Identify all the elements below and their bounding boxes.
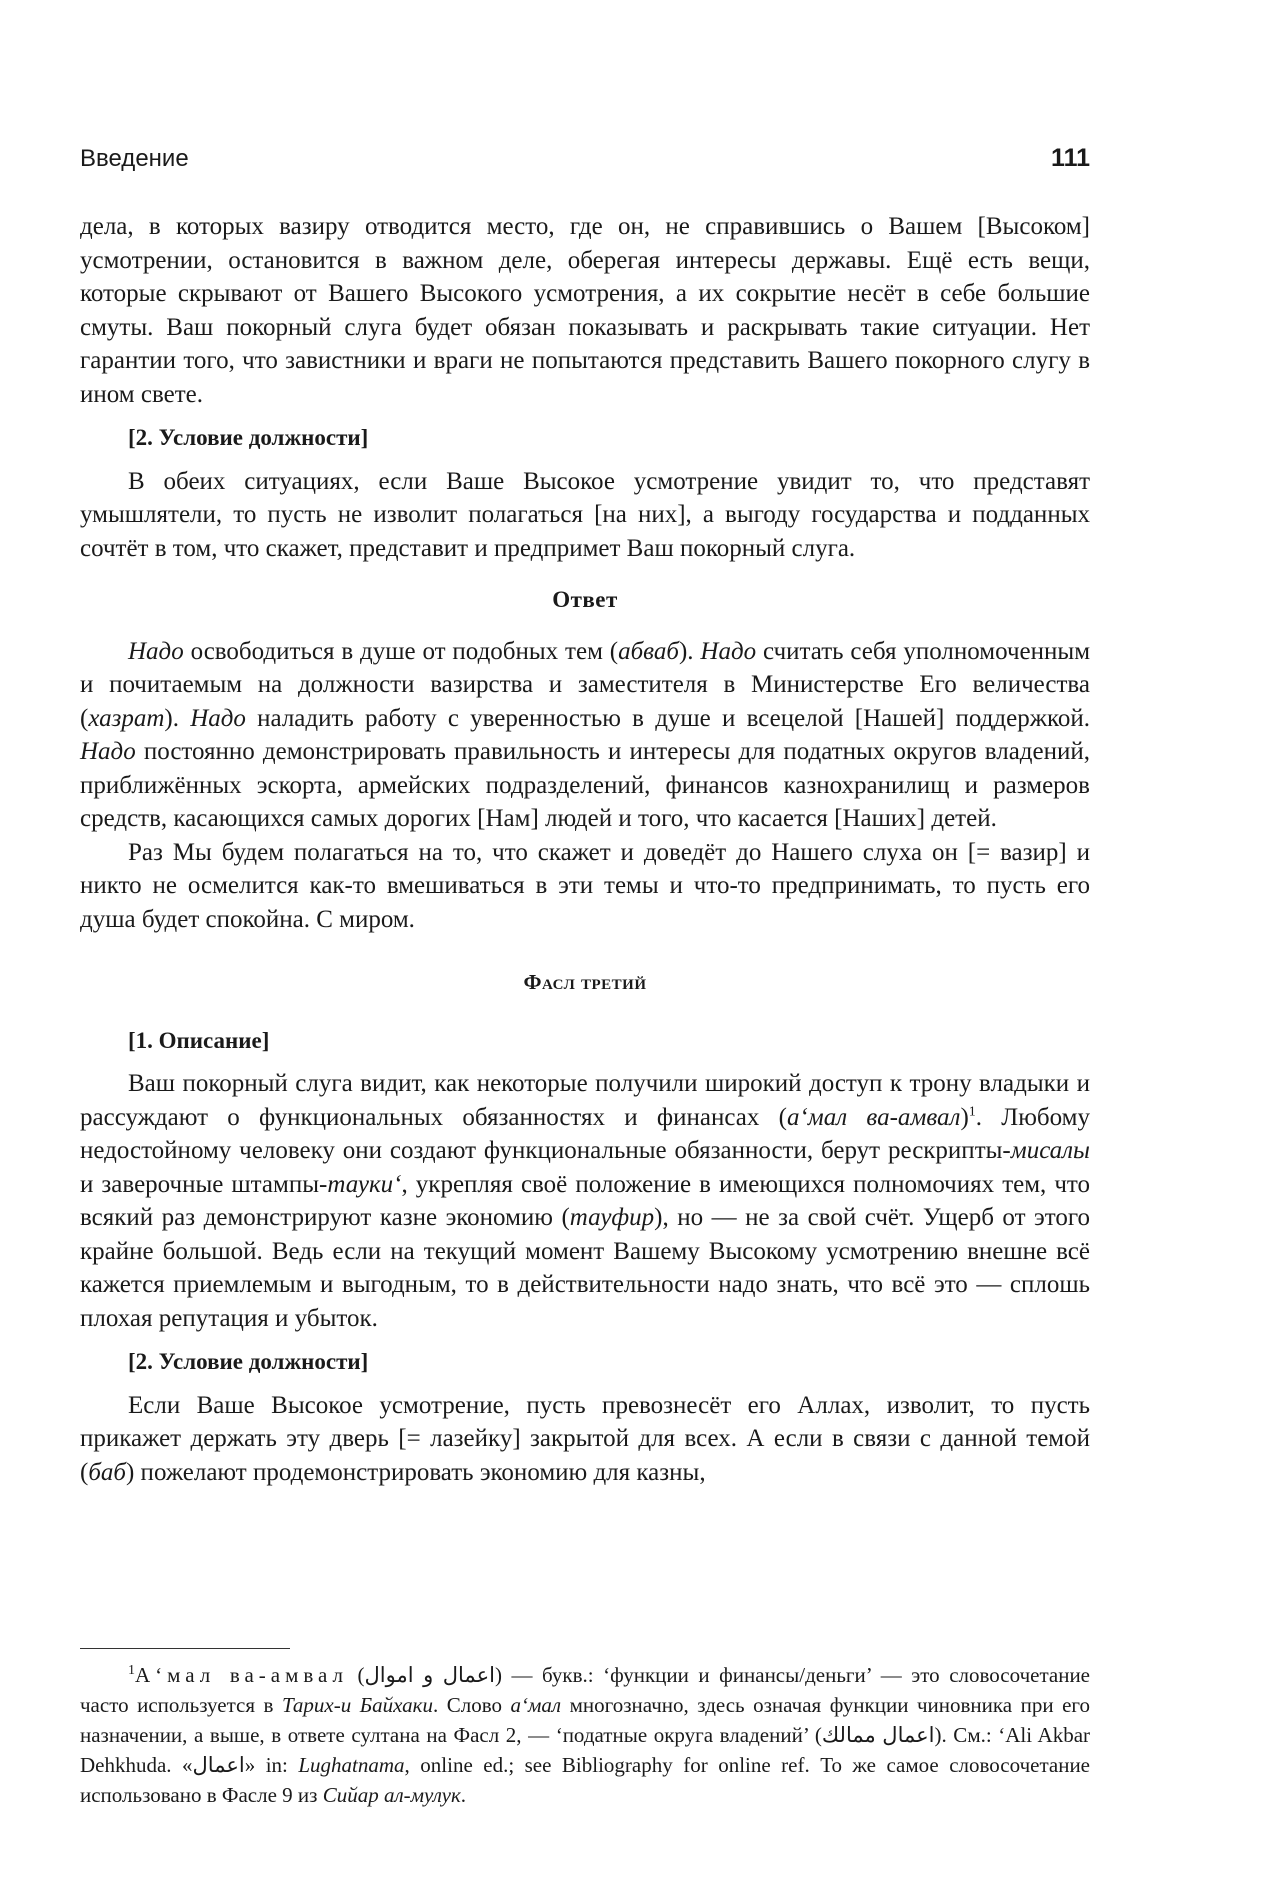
footnote-number: 1 [128, 1663, 135, 1678]
paragraph-5 [80, 1067, 1090, 1335]
footnote-ref[interactable]: 1 [968, 1104, 976, 1120]
term-amal-va-amval: а‘мал ва-амвал [786, 1103, 961, 1131]
term-hazrat: хазрат [88, 704, 165, 732]
footnote-1 [80, 1660, 1090, 1810]
header-title: Введение [80, 145, 189, 172]
fn-title-siyar: Сийар ал-мулук [322, 1783, 461, 1807]
running-header [80, 144, 1090, 173]
section-heading-condition: [2. Условие должности] [128, 425, 369, 450]
p3-text-2: ). [678, 637, 701, 665]
footnote-divider [80, 1648, 290, 1649]
p6-text-1: Если Ваше Высокое усмотрение, пусть превознесёт его Аллах, изволит, то пусть прикажет держать эту дверь [= лазейку] закрытой для всех. А если в связи с данной темой ( [80, 1391, 1090, 1486]
p5-text-2: ) [960, 1103, 969, 1131]
section-heading-condition-2: [2. Условие должности] [128, 1349, 369, 1374]
p3-text-3: считать себя уполномоченным и почитаемым на должности вазирства и заместителя в Министерстве Его величества ( [80, 637, 1091, 732]
fn-title-tarikh: Тарих-и Байхаки [281, 1693, 433, 1717]
p5-text-5: , укрепляя своё положение в имеющихся полномочиях тем, что всякий раз демонстрируют казне экономию ( [80, 1170, 1091, 1231]
fn-text-2: . Слово [432, 1693, 511, 1717]
fn-text-1: (اعمال و اموال) — букв.: ‘функции и финансы/деньги’ — это словосочетание часто используется в [80, 1663, 1090, 1717]
paragraph-6 [80, 1389, 1090, 1490]
paragraph-4: Раз Мы будем полагаться на то, что скажет и доведёт до Нашего слуха он [= вазир] и никто не осмелится как-то вмешиваться в эти темы и что-то предпринимать, то пусть его душа будет спокойна. С миром. [80, 838, 1090, 933]
fasl-heading: Фасл третий [523, 970, 647, 994]
fn-term-amal: а‘мал [510, 1693, 562, 1717]
term-taufir: тауфир [569, 1204, 655, 1231]
body-text [80, 210, 1090, 1489]
term-bab: баб [88, 1458, 126, 1486]
p3-text-4: ). [164, 704, 191, 732]
fn-text-4: , online ed.; see Bibliography for online ref. То же самое словосочетание использовано в Фасле 9 из [80, 1753, 1091, 1807]
term-misaly: мисалы [1010, 1137, 1090, 1164]
footnotes [80, 1660, 1090, 1810]
paragraph-2: В обеих ситуациях, если Ваше Высокое усмотрение увидит то, что представят умышлятели, то пусть не изволит полагаться [на них], а выгоду государства и подданных сочтёт в том, что скажет, представит и предпримет Ваш покорный слуга. [80, 467, 1090, 562]
page-number: 111 [1051, 144, 1090, 172]
p3-text-5: наладить работу с уверенностью в душе и всецелой [Нашей] поддержкой. [245, 704, 1090, 732]
term-tauki: тауки‘ [327, 1170, 402, 1198]
p5-text-3: . Любому недостойному человеку они создают функциональные обязанности, берут рескрипты- [80, 1103, 1090, 1164]
emph-nado-4: Надо [80, 738, 136, 765]
fn-title-lughatnama: Lughatnama [298, 1753, 405, 1777]
p5-text-4: и заверочные штампы- [80, 1170, 328, 1198]
p6-text-2: ) пожелают продемонстрировать экономию для казны, [125, 1458, 706, 1486]
emph-nado-1: Надо [128, 637, 184, 665]
answer-heading: Ответ [552, 587, 618, 612]
p5-text-6: ), но — не за свой счёт. Ущерб от этого крайне большой. Ведь если на текущий момент Вашему Высокому усмотрению внешне всё кажется приемлемым и выгодным, то в действительности надо знать, что всё это — сплошь плохая репутация и убыток. [80, 1204, 1090, 1332]
p3-text-1: освободиться в душе от подобных тем ( [183, 637, 619, 665]
paragraph-3 [80, 635, 1090, 836]
emph-nado-2: Надо [700, 637, 757, 665]
fn-text-5: . [460, 1783, 467, 1807]
term-abvab: абваб [618, 637, 679, 665]
fn-text-3: многозначно, здесь означая функции чиновника при его назначении, а выше, в ответе султана на Фасл 2, — ‘податные округа владений’ (اعمال ممالك). См.: ‘Ali Akbar Dehkhuda. «اعمال» in: [80, 1693, 1091, 1777]
section-heading-description: [1. Описание] [128, 1027, 270, 1053]
emph-nado-3: Надо [190, 704, 246, 732]
p5-text-1: Ваш покорный слуга видит, как некоторые получили широкий доступ к трону владыки и рассуждают о функциональных обязанностях и финансах ( [80, 1070, 1090, 1131]
footnote-term: А‘мал ва-амвал [135, 1663, 349, 1687]
paragraph-1: дела, в которых вазиру отводится место, где он, не справившись о Вашем [Высоком] усмотрении, остановится в важном деле, оберегая интересы державы. Ещё есть вещи, которые скрывают от Вашего Высокого усмотрения, а их сокрытие несёт в себе большие смуты. Ваш покорный слуга будет обязан показывать и раскрывать такие ситуации. Нет гарантии того, что завистники и враги не попытаются представить Вашего покорного слугу в ином свете. [80, 213, 1090, 408]
p3-text-6: постоянно демонстрировать правильность и интересы для податных округов владений, приближённых эскорта, армейских подразделений, финансов казнохранилищ и размеров средств, касающихся самых дорогих [Нам] людей и того, что касается [Наших] детей. [80, 738, 1090, 832]
